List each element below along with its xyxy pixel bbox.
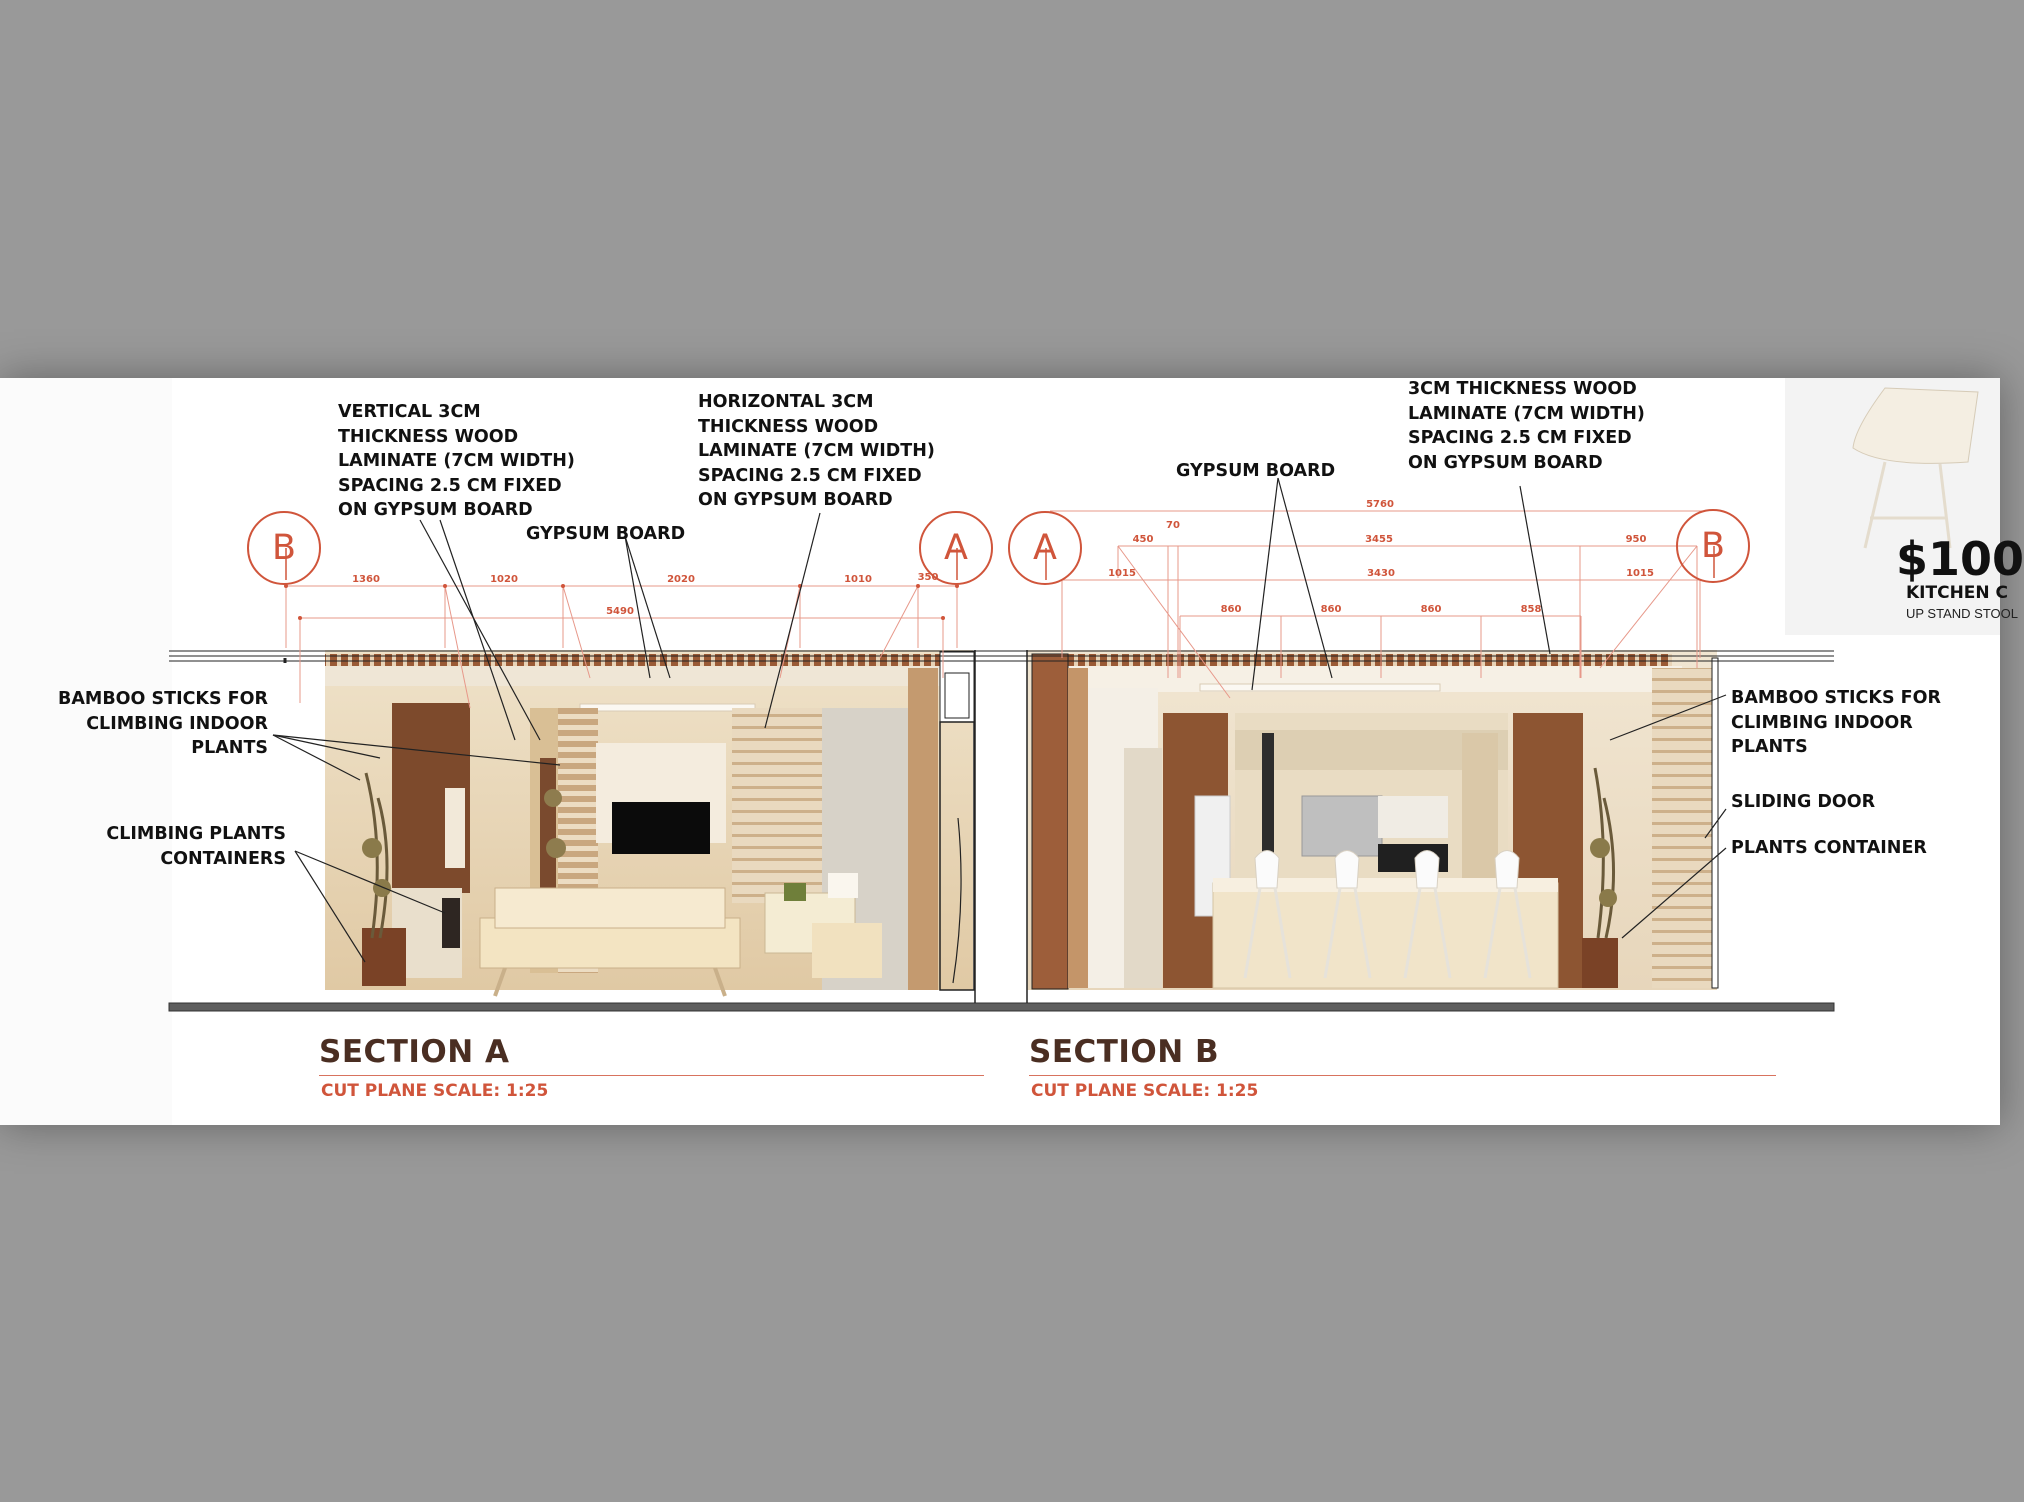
note-bamboo-b [1731,686,1941,760]
note-line: SPACING 2.5 CM FIXED [1408,428,1632,448]
note-bamboo-a [54,687,268,761]
dim-b-858: 858 [1520,604,1542,615]
note-gypsum-a: GYPSUM BOARD [526,524,686,544]
section-drawings [0,378,2000,1125]
note-laminate-b [1408,377,1645,475]
dim-b-860-3: 860 [1420,604,1442,615]
note-line: PLANTS [191,738,268,758]
ad-panel[interactable] [1785,378,2024,635]
section-b-title: SECTION B [1029,1034,1220,1070]
note-line: SPACING 2.5 CM FIXED [698,465,922,486]
dim-b-860-2: 860 [1320,604,1342,615]
ad-price: $100 [1896,532,2024,586]
dim-b-1015-right: 1015 [1626,568,1654,579]
ad-title: KITCHEN C [1906,583,2009,603]
note-plants-container: PLANTS CONTAINER [1731,838,1927,858]
dim-a-1360: 1360 [352,574,380,585]
ad-subtitle: UP STAND STOOL [1906,606,2018,621]
note-line: LAMINATE (7CM WIDTH) [338,451,575,471]
note-line: BAMBOO STICKS FOR [58,689,268,709]
title-underline-b [1029,1075,1776,1076]
note-line: SPACING 2.5 CM FIXED [338,475,562,496]
dim-b-5760: 5760 [1366,499,1394,510]
note-line: BAMBOO STICKS FOR [1731,688,1941,708]
note-vertical-laminate [338,400,575,523]
note-sliding-door: SLIDING DOOR [1731,792,1876,812]
section-b-marker-left: A [1008,511,1082,585]
drawing-sheet [0,378,2024,1125]
note-containers-a [90,822,286,871]
note-line: ON GYPSUM BOARD [698,490,893,510]
note-line: CLIMBING PLANTS [106,824,286,844]
section-a-marker-left: B [247,511,321,585]
dim-b-3430: 3430 [1367,568,1395,579]
section-a-scale: CUT PLANE SCALE: 1:25 [321,1081,549,1101]
dim-a-5490: 5490 [606,606,634,617]
note-line: CONTAINERS [160,848,286,869]
section-a-marker-right: A [919,511,993,585]
note-line: 3CM THICKNESS WOOD [1408,379,1637,399]
title-underline-a [319,1075,984,1076]
dim-b-1015-left: 1015 [1108,568,1136,579]
note-line: LAMINATE (7CM WIDTH) [1408,403,1645,424]
dim-b-70: 70 [1166,520,1180,531]
dim-a-1010: 1010 [844,574,872,585]
section-b-render [1027,650,1718,990]
dim-b-950: 950 [1625,534,1647,545]
note-line: CLIMBING INDOOR [86,713,268,734]
dim-a-1020: 1020 [490,574,518,585]
note-line: LAMINATE (7CM WIDTH) [698,441,935,461]
section-b-marker-right: B [1676,509,1750,583]
dim-a-350: 350 [917,572,939,583]
note-horizontal-laminate [698,390,935,513]
dim-a-2020: 2020 [667,574,695,585]
dim-b-860-1: 860 [1220,604,1242,615]
stool-image [1785,378,2000,538]
note-gypsum-b: GYPSUM BOARD [1176,461,1336,481]
note-line: ON GYPSUM BOARD [1408,452,1603,473]
note-line: PLANTS [1731,737,1808,757]
dim-b-3455: 3455 [1365,534,1393,545]
note-line: CLIMBING INDOOR [1731,712,1913,733]
note-line: ON GYPSUM BOARD [338,500,533,520]
note-line: VERTICAL 3CM [338,402,481,422]
dim-b-450: 450 [1132,534,1154,545]
section-a-title: SECTION A [319,1034,510,1070]
note-line: THICKNESS WOOD [698,416,879,437]
note-line: HORIZONTAL 3CM [698,392,874,412]
section-b-scale: CUT PLANE SCALE: 1:25 [1031,1081,1259,1101]
note-line: THICKNESS WOOD [338,426,519,447]
